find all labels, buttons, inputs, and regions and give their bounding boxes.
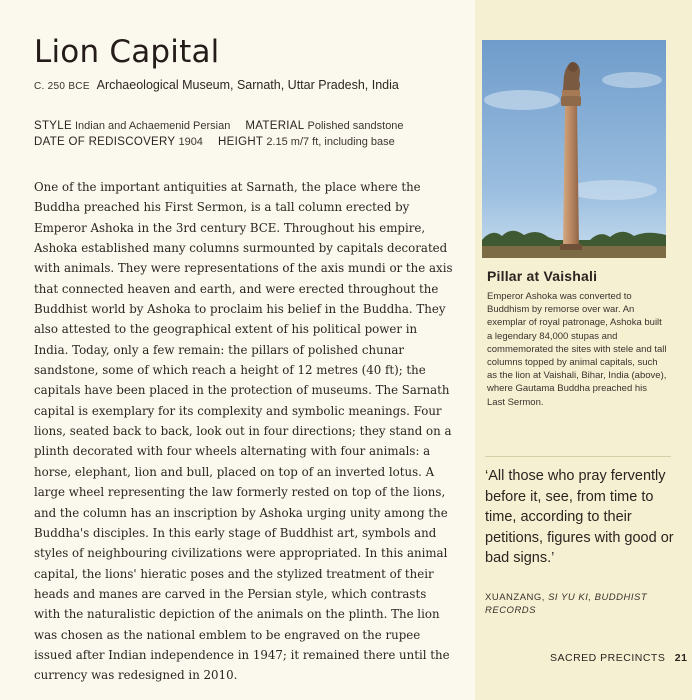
sidebar-divider — [485, 456, 671, 457]
rediscovery-label: DATE OF REDISCOVERY — [34, 136, 176, 148]
quote-source: SI YU KI, BUDDHIST RECORDS — [485, 592, 648, 616]
pillar-illustration — [482, 40, 666, 258]
height-value: 2.15 m/7 ft, including base — [266, 136, 395, 148]
artwork-date: C. 250 BCE — [34, 81, 90, 92]
sidebar — [475, 0, 692, 700]
cloud — [567, 180, 657, 200]
pillar-shaft — [563, 106, 579, 248]
meta-row-1 — [34, 118, 454, 134]
running-section-title: SACRED PRECINCTS — [550, 652, 666, 664]
page-footer — [550, 652, 687, 664]
date-location-line — [34, 78, 454, 92]
pillar-base — [560, 244, 582, 250]
material-label: MATERIAL — [245, 120, 305, 132]
meta-row-2 — [34, 134, 454, 150]
main-column — [34, 32, 454, 697]
pillar-photo — [482, 40, 666, 258]
caption-title: Pillar at Vaishali — [487, 268, 598, 284]
page-number: 21 — [674, 652, 688, 664]
quote-attribution — [485, 591, 675, 617]
cloud — [484, 90, 560, 110]
cloud — [602, 72, 662, 88]
caption-text: Emperor Ashoka was converted to Buddhism by remorse over war. An exemplar of royal patronage, Ashoka built a legendary 84,000 stupas and commemorated the sites with stele and tall columns topped by animal capitals, such as the lion at Vaishali, Bihar, India (above), where Gautama Buddha preached his Last Sermon. — [487, 291, 667, 408]
artwork-metadata — [34, 118, 454, 150]
height-label: HEIGHT — [218, 136, 264, 148]
pillar-capital-bell — [561, 96, 581, 106]
page-title: Lion Capital — [34, 34, 220, 70]
rediscovery-value: 1904 — [178, 136, 203, 148]
pull-quote: ‘All those who pray fervently before it, see, from time to time, according to their petitions, figures with good or bad signs.’ — [485, 468, 674, 567]
artwork-location: Archaeological Museum, Sarnath, Uttar Pradesh, India — [96, 78, 399, 92]
quote-author: XUANZANG, — [485, 592, 545, 603]
pillar-abacus — [562, 90, 580, 96]
style-value: Indian and Achaemenid Persian — [75, 120, 231, 132]
body-paragraph: One of the important antiquities at Sarnath, the place where the Buddha preached his First Sermon, is a tall column erected by Emperor Ashoka in the 3rd century BCE. Throughout his empire, Ashoka established many columns surmounted by capitals decorated with animals. They were representations of the axis mundi or the axis that connected heaven and earth, and were erected throughout the Buddhist world by Ashoka to proclaim his belief in the Buddha. They also attested to the geographical extent of his political power in India. Today, only a few remain: the pillars of polished chunar sandstone, some of which reach a height of 12 metres (40 ft); the capitals have been placed in the protection of museums. The Sarnath capital is exemplary for its complexity and symbolic meanings. Four lions, seated back to back, look out in four directions; they stand on a plinth decorated with four wheels alternating with four animals: a horse, elephant, lion and bull, placed on top of an inverted lotus. A large wheel representing the law formerly rested on top of the lions, and the column has an inscription by Ashoka urging unity among the Buddha's disciples. In this early stage of Buddhist art, symbols and styles of neighbouring civilizations were appropriated. In this animal capital, the lions' hieratic poses and the stylized treatment of their heads and manes are carved in the Persian style, which contrasts with the naturalistic depiction of the animals on the plinth. The lion was chosen as the national emblem to be engraved on the rupee issued after Indian independence in 1947; it remained there until the currency was redesigned in 2010. — [34, 180, 453, 683]
lion-head-icon — [568, 62, 578, 72]
material-value: Polished sandstone — [307, 120, 404, 132]
style-label: STYLE — [34, 120, 72, 132]
